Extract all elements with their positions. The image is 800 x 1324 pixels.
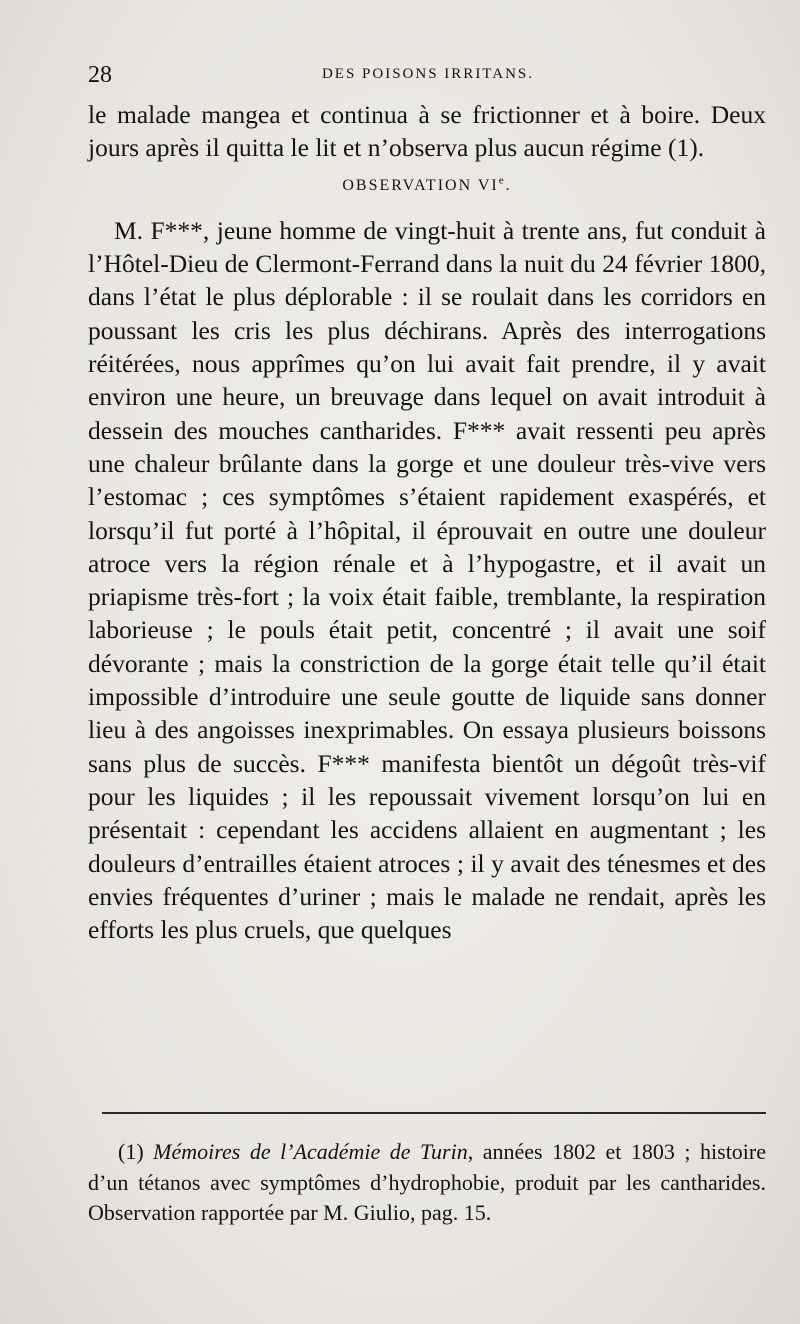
observation-heading-sup: e: [498, 174, 506, 187]
body-text: [88, 98, 766, 946]
footnote-marker: (1): [118, 1139, 144, 1164]
observation-heading: [88, 169, 766, 202]
observation-heading-end: .: [505, 176, 512, 194]
running-title: DES POISONS IRRITANS.: [321, 66, 535, 82]
observation-heading-text: OBSERVATION VI: [342, 176, 499, 194]
footnote-text: , années 1802 et 1803 ; histoire d’un tétanos avec symptômes d’hydrophobie, produit par les cantharides. Observation rapportée par M. Giulio, pag. 15.: [88, 1139, 767, 1225]
paragraph-continued: le malade mangea et continua à se frictionner et à boire. Deux jours après il quitta le lit et n’observa plus aucun régime (1).: [88, 100, 766, 163]
page-header: [88, 62, 768, 92]
footnote-work-title: Mémoires de l’Académie de Turin: [153, 1139, 468, 1164]
footnote-rule: [102, 1112, 766, 1114]
observation-paragraph: M. F***, jeune homme de vingt-huit à trente ans, fut conduit à l’Hôtel-Dieu de Clermont-Ferrand dans la nuit du 24 février 1800, dans l’état le plus déplorable : il se roulait dans les corridors en poussant les cris les plus déchirans. Après des interrogations réitérées, nous apprîmes qu’on lui avait fait prendre, il y avait environ une heure, un breuvage dans lequel on avait introduit à dessein des mouches cantharides. F*** avait ressenti peu après une chaleur brûlante dans la gorge et une douleur très-vive vers l’estomac ; ces symptômes s’étaient rapidement exaspérés, et lorsqu’il fut porté à l’hôpital, il éprouvait en outre une douleur atroce vers la région rénale et à l’hypogastre, et il avait un priapisme très-fort ; la voix était faible, tremblante, la respiration laborieuse ; le pouls était petit, concentré ; il avait une soif dévorante ; mais la constriction de la gorge était telle qu’il était impossible d’introduire une seule goutte de liquide sans donner lieu à des angoisses inexprimables. On essaya plusieurs boissons sans plus de succès. F*** manifesta bientôt un dégoût très-vif pour les liquides ; il les repoussait vivement lorsqu’on lui en présentait : cependant les accidens allaient en augmentant ; les douleurs d’entrailles étaient atroces ; il y avait des ténesmes et des envies fréquentes d’uriner ; mais le malade ne rendait, après les efforts les plus cruels, que quelques: [88, 215, 766, 945]
page-number: 28: [88, 62, 112, 88]
footnote: [88, 1137, 766, 1229]
